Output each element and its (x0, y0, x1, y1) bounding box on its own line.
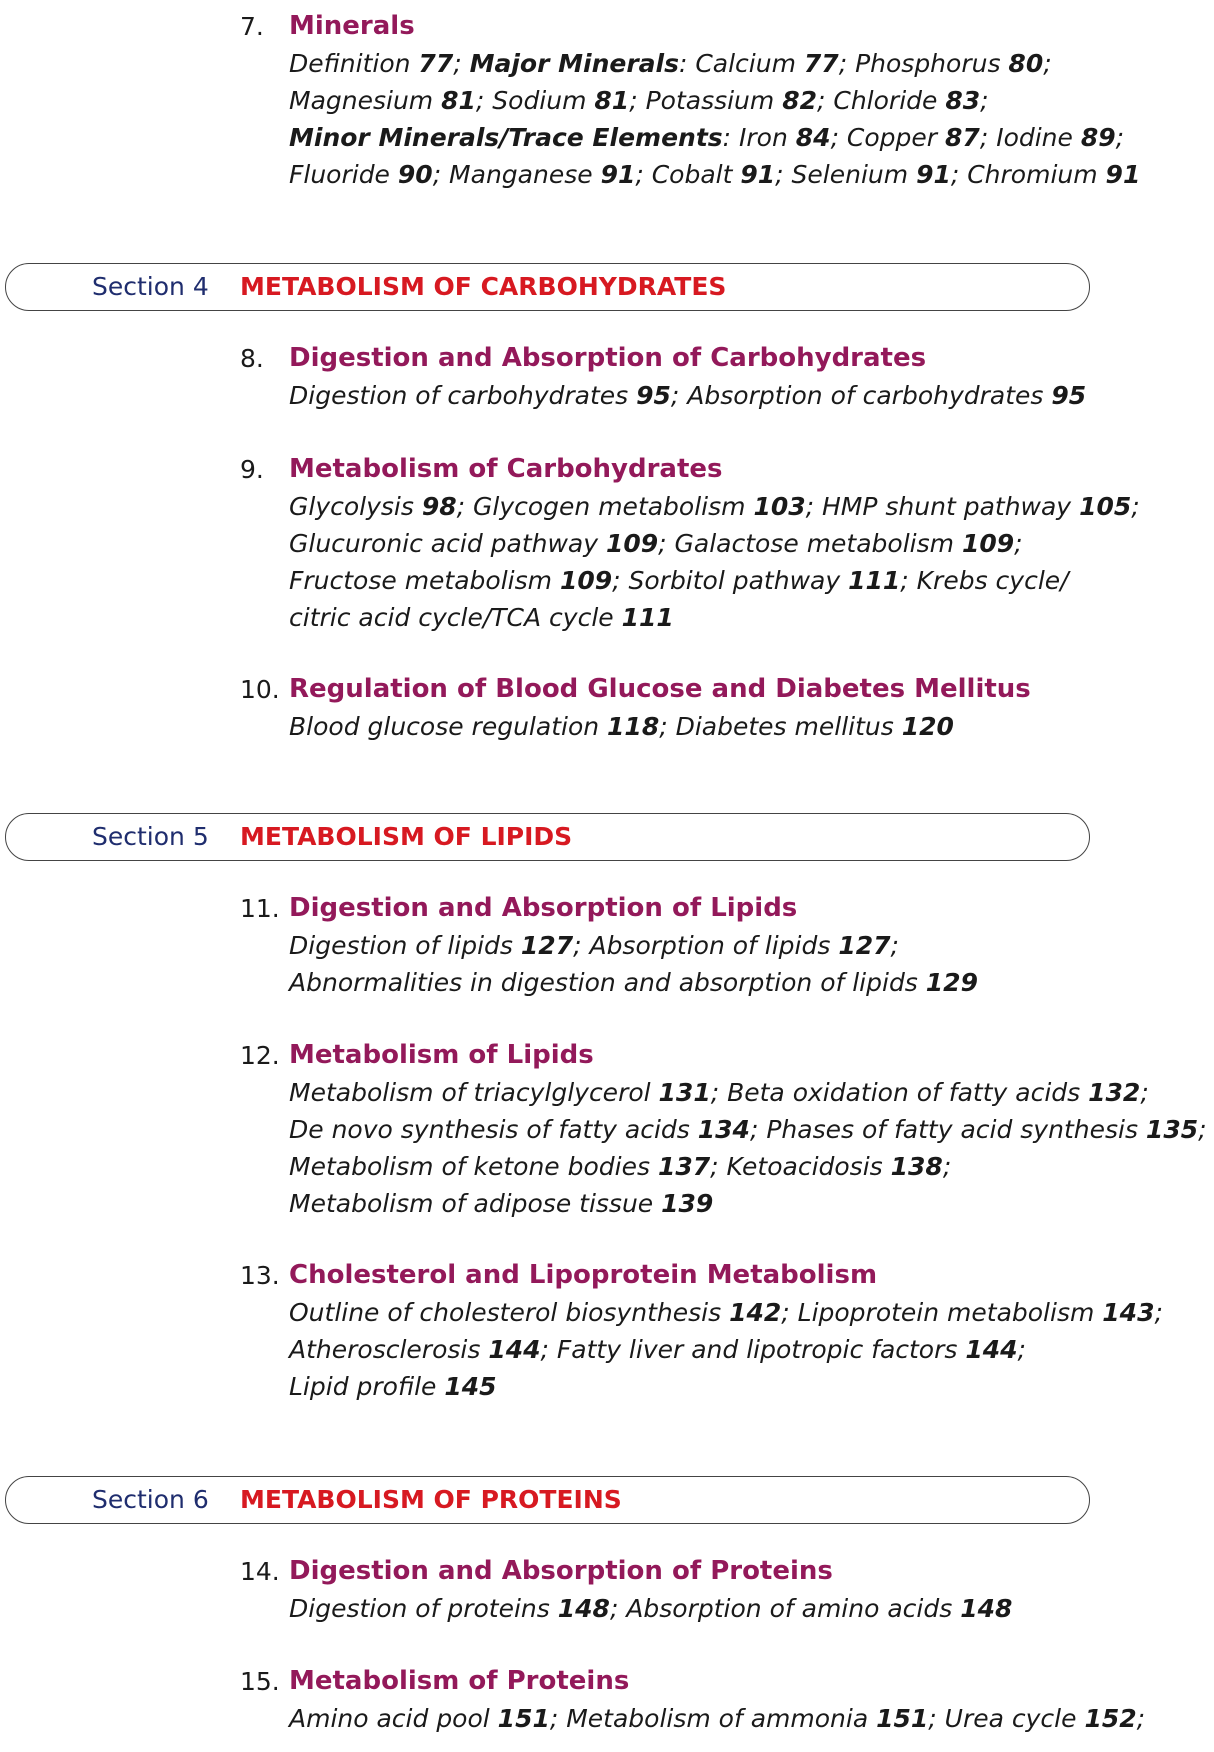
page-number: 127 (520, 931, 574, 960)
page-number: 131 (658, 1078, 711, 1107)
chapter-title[interactable]: Metabolism of Carbohydrates (289, 454, 723, 484)
page-number: 77 (418, 49, 454, 78)
chapter-title[interactable]: Digestion and Absorption of Carbohydrates (289, 343, 927, 373)
chapter-15 (240, 1663, 1200, 1737)
page-number: 151 (876, 1704, 929, 1733)
chapter-title[interactable]: Regulation of Blood Glucose and Diabetes Mellitus (289, 674, 1031, 704)
topic-line: Digestion of proteins 148; Absorption of amino acids 148 (289, 1594, 1013, 1623)
chapter-12 (240, 1037, 1207, 1222)
topic-line: Amino acid pool 151; Metabolism of ammonia 151; Urea cycle 152; (289, 1704, 1146, 1733)
chapter-title[interactable]: Metabolism of Lipids (289, 1040, 594, 1070)
chapter-number: 13. (240, 1261, 280, 1290)
section-title[interactable]: METABOLISM OF CARBOHYDRATES (240, 272, 727, 301)
topic-line: Digestion of lipids 127; Absorption of lipids 127; (289, 931, 899, 960)
page-number: 129 (925, 968, 978, 997)
topic-line: Metabolism of adipose tissue 139 (289, 1189, 714, 1218)
topic-line: Minor Minerals/Trace Elements: Iron 84; Copper 87; Iodine 89; (289, 123, 1125, 152)
page-number: 95 (636, 381, 671, 410)
topic-line: Definition 77; Major Minerals: Calcium 77; Phosphorus 80; (289, 49, 1052, 78)
chapter-title[interactable]: Digestion and Absorption of Lipids (289, 893, 798, 923)
topic-line: Blood glucose regulation 118; Diabetes mellitus 120 (289, 712, 954, 741)
topic-line: Metabolism of ketone bodies 137; Ketoacidosis 138; (289, 1152, 952, 1181)
topic-line: Atherosclerosis 144; Fatty liver and lipotropic factors 144; (289, 1335, 1026, 1364)
page-number: 143 (1102, 1298, 1155, 1327)
page-number: 118 (607, 712, 660, 741)
chapter-title[interactable]: Cholesterol and Lipoprotein Metabolism (289, 1260, 878, 1290)
page-number: 87 (945, 123, 980, 152)
section-4-banner (5, 263, 1090, 311)
topic-line: Lipid profile 145 (289, 1372, 497, 1401)
page-number: 98 (421, 492, 457, 521)
page-number: 144 (488, 1335, 541, 1364)
chapter-7 (240, 8, 1200, 193)
chapter-title[interactable]: Minerals (289, 11, 415, 41)
section-label: Section 4 (92, 272, 209, 301)
page-number: 134 (697, 1115, 750, 1144)
page-number: 148 (960, 1594, 1013, 1623)
page-number: 109 (961, 529, 1015, 558)
topic-line: Fructose metabolism 109; Sorbitol pathway 111; Krebs cycle/ (289, 566, 1069, 595)
page-number: 90 (397, 160, 433, 189)
chapter-number: 15. (240, 1667, 280, 1696)
page-number: 152 (1084, 1704, 1137, 1733)
page-number: 109 (559, 566, 613, 595)
topic-line: Glycolysis 98; Glycogen metabolism 103; HMP shunt pathway 105; (289, 492, 1140, 521)
page-number: 84 (795, 123, 831, 152)
chapter-number: 11. (240, 894, 280, 923)
page-number: 77 (803, 49, 839, 78)
chapter-11 (240, 890, 1200, 1001)
chapter-title[interactable]: Metabolism of Proteins (289, 1666, 630, 1696)
chapter-number: 14. (240, 1557, 280, 1586)
topic-line: Outline of cholesterol biosynthesis 142; Lipoprotein metabolism 143; (289, 1298, 1163, 1327)
section-title[interactable]: METABOLISM OF PROTEINS (240, 1485, 622, 1514)
page-number: 111 (848, 566, 901, 595)
page-number: 91 (600, 160, 636, 189)
chapter-10 (240, 671, 1200, 745)
topic-line: Digestion of carbohydrates 95; Absorption of carbohydrates 95 (289, 381, 1087, 410)
chapter-number: 10. (240, 675, 280, 704)
page-number: 132 (1088, 1078, 1141, 1107)
topic-line: De novo synthesis of fatty acids 134; Phases of fatty acid synthesis 135; (289, 1115, 1207, 1144)
page-number: 83 (945, 86, 981, 115)
subheading: Major Minerals (469, 49, 679, 78)
section-label: Section 5 (92, 822, 209, 851)
section-6-banner (5, 1476, 1090, 1524)
page-number: 105 (1079, 492, 1132, 521)
chapter-9 (240, 451, 1200, 636)
page-number: 138 (890, 1152, 943, 1181)
page-number: 95 (1051, 381, 1087, 410)
topic-line: Abnormalities in digestion and absorption of lipids 129 (289, 968, 978, 997)
page-number: 151 (497, 1704, 550, 1733)
chapter-13 (240, 1257, 1200, 1405)
page-number: 81 (594, 86, 630, 115)
page-number: 91 (1105, 160, 1141, 189)
topic-line: Metabolism of triacylglycerol 131; Beta oxidation of fatty acids 132; (289, 1078, 1149, 1107)
page-number: 142 (729, 1298, 782, 1327)
section-label: Section 6 (92, 1485, 209, 1514)
chapter-8 (240, 340, 1200, 414)
page-number: 148 (557, 1594, 610, 1623)
page-number: 80 (1008, 49, 1044, 78)
chapter-number: 7. (240, 12, 264, 41)
page-number: 82 (782, 86, 818, 115)
chapter-title[interactable]: Digestion and Absorption of Proteins (289, 1556, 833, 1586)
section-title[interactable]: METABOLISM OF LIPIDS (240, 822, 573, 851)
topic-line: Fluoride 90; Manganese 91; Cobalt 91; Selenium 91; Chromium 91 (289, 160, 1141, 189)
chapter-14 (240, 1553, 1200, 1627)
page-number: 103 (753, 492, 806, 521)
page-number: 135 (1145, 1115, 1199, 1144)
subheading: Minor Minerals/Trace Elements (289, 123, 723, 152)
page-number: 139 (661, 1189, 714, 1218)
page-number: 145 (444, 1372, 497, 1401)
chapter-number: 9. (240, 455, 264, 484)
topic-line: citric acid cycle/TCA cycle 111 (289, 603, 674, 632)
chapter-number: 8. (240, 344, 264, 373)
topic-line: Magnesium 81; Sodium 81; Potassium 82; Chloride 83; (289, 86, 989, 115)
page-number: 81 (441, 86, 476, 115)
page-number: 109 (605, 529, 659, 558)
topic-line: Glucuronic acid pathway 109; Galactose metabolism 109; (289, 529, 1023, 558)
page-number: 91 (740, 160, 776, 189)
page-number: 137 (657, 1152, 711, 1181)
chapter-number: 12. (240, 1041, 280, 1070)
page-number: 89 (1080, 123, 1116, 152)
page-number: 111 (621, 603, 674, 632)
page-number: 120 (901, 712, 954, 741)
page-number: 91 (916, 160, 951, 189)
page-number: 144 (965, 1335, 1018, 1364)
page-number: 127 (838, 931, 891, 960)
section-5-banner (5, 813, 1090, 861)
